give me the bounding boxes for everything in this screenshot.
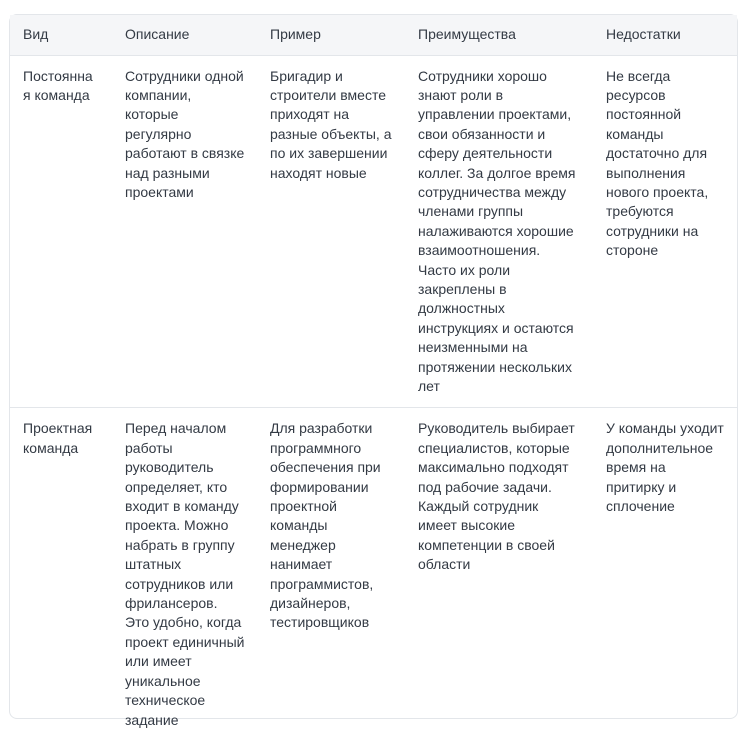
table-header bbox=[10, 15, 737, 55]
cell-description: Сотрудники одной компании, которые регулярно работают в связке над разными проектами bbox=[112, 55, 257, 408]
cell-type: Проектная команда bbox=[10, 408, 112, 741]
table-row bbox=[10, 408, 737, 741]
cell-example: Для разработки программного обеспечения при формировании проектной команды менеджер нанимает программистов, дизайнеров, тестировщиков bbox=[257, 408, 405, 741]
cell-advantages: Руководитель выбирает специалистов, которые максимально подходят под рабочие задачи. Каждый сотрудник имеет высокие компетенции в своей области bbox=[405, 408, 593, 741]
header-row bbox=[10, 15, 737, 55]
cell-disadvantages: У команды уходит дополнительное время на притирку и сплочение bbox=[593, 408, 737, 741]
cell-example: Бригадир и строители вместе приходят на разные объекты, а по их завершении находят новые bbox=[257, 55, 405, 408]
header-disadvantages: Недостатки bbox=[606, 26, 681, 43]
header-advantages: Преимущества bbox=[418, 26, 516, 43]
header-example: Пример bbox=[270, 26, 321, 43]
cell-disadvantages: Не всегда ресурсов постоянной команды достаточно для выполнения нового проекта, требуются сотрудники на стороне bbox=[593, 55, 737, 408]
header-description: Описание bbox=[125, 26, 190, 43]
table-body bbox=[10, 55, 737, 741]
cell-advantages: Сотрудники хорошо знают роли в управлении проектами, свои обязанности и сферу деятельности коллег. За долгое время сотрудничества между членами группы налаживаются хорошие взаимоотношения. Часто их роли закреплены в должностных инструкциях и остаются неизменными на протяжении нескольких лет bbox=[405, 55, 593, 408]
team-types-table bbox=[9, 14, 738, 728]
cell-type: Постоянная команда bbox=[10, 55, 112, 408]
comparison-table bbox=[10, 15, 737, 741]
table-row bbox=[10, 55, 737, 408]
header-type: Вид bbox=[23, 26, 49, 43]
cell-description: Перед началом работы руководитель определяет, кто входит в команду проекта. Можно набрать в группу штатных сотрудников или фрилансеров. Это удобно, когда проект единичный или имеет уникальное техническое задание bbox=[112, 408, 257, 741]
